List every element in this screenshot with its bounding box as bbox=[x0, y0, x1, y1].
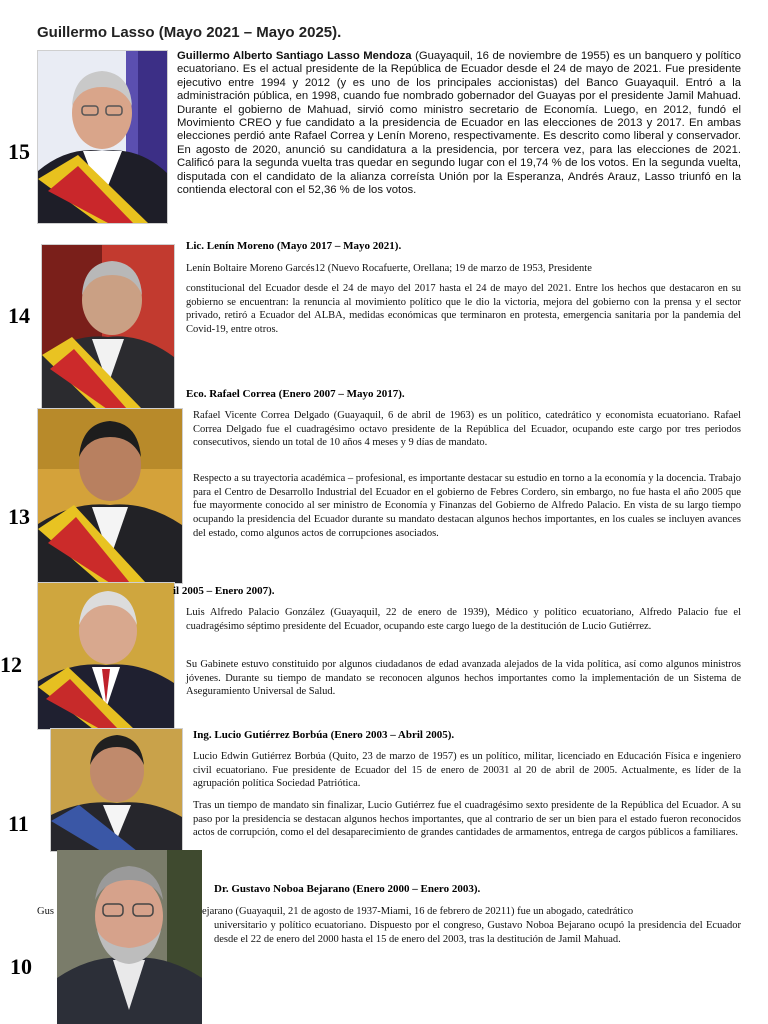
entry-number-11: 11 bbox=[8, 811, 29, 836]
heading-correa: Eco. Rafael Correa (Enero 2007 – Mayo 2017). bbox=[186, 388, 405, 400]
bio-lasso-text: (Guayaquil, 16 de noviembre de 1955) es un banquero y político ecuatoriano. Es el actual presidente de la República de Ecuador desde el 24 de mayo de 2021. Fue presidente ejecutivo entre 1994 y 2012 (y es uno de los principales accionistas) del Banco Guayaquil. Entró a la administración pública, en 1998, cuando fue nombrado gobernador del Guayas por el presidente Jamil Mahuad. Durante el gobierno de Mahuad, sirvió como ministro secretario de Economía. Luego, en 2012, fundó el Movimiento CREO y fue candidato a la presidencia de Ecuador en las elecciones de 2013 y 2017. En ambas elecciones perdió ante Rafael Correa y Lenín Moreno, respectivamente. Es descrito como liberal y conservador. En agosto de 2020, anunció su candidatura a la presidencia, por tercera vez, para las elecciones de 2021. Calificó para la segunda vuelta tras quedar en segundo lugar con el 19,74 % de los votos. En la segunda vuelta, disputada con el candidato de la alianza correísta Unión por la Esperanza, Andrés Arauz, Lasso triunfó en la contienda electoral con el 52,36 % de los votos. bbox=[177, 50, 741, 197]
name-lasso: Guillermo Alberto Santiago Lasso Mendoza bbox=[177, 50, 412, 62]
entry-number-14: 14 bbox=[8, 303, 30, 328]
bio-lasso bbox=[177, 50, 741, 197]
bio-palacio-p1: Luis Alfredo Palacio González (Guayaquil, 22 de enero de 1939), Médico y político ecuatoriano, Alfredo Palacio fue el cuadragésimo séptimo presidente del Ecuador, ocupando este cargo luego de la destitución de Lucio Gutiérrez. bbox=[186, 607, 741, 632]
heading-noboa: Dr. Gustavo Noboa Bejarano (Enero 2000 – Enero 2003). bbox=[214, 883, 481, 895]
bio-noboa-p1-start: ejarano (Guayaquil, 21 de agosto de 1937-Miami, 16 de febrero de 20211) fue un abogado, catedrático bbox=[202, 906, 634, 917]
entry-number-10: 10 bbox=[10, 954, 32, 979]
entry-number-12: 12 bbox=[0, 652, 22, 677]
bio-noboa-p1-rest: universitario y político ecuatoriano. Dispuesto por el congreso, Gustavo Noboa Bejarano ocupó la presidencia del Ecuador desde el 22 de enero del 2000 hasta el 15 de enero del 2003, tras la destitución de Jamil Mahuad. bbox=[214, 920, 741, 945]
bio-noboa-lead: Gus bbox=[37, 906, 54, 917]
bio-correa-p1: Rafael Vicente Correa Delgado (Guayaquil, 6 de abril de 1963) es un político, catedrático y economista ecuatoriano. Rafael Correa Delgado fue el cuadragésimo octavo presidente de la República del Ecuador, ocupando este cargo por tres periodos consecutivos, siendo un total de 10 años 4 meses y 9 días de mandato. bbox=[193, 410, 741, 449]
bio-correa-p2: Respecto a su trayectoria académica – profesional, es importante destacar su estudio en torno a la economía y la docencia. Trabajo para el Centro de Desarrollo Industrial del Ecuador en el gobierno de Febres Cordero, sin embargo, no fue hasta el año 2005 que fue mayormente conocido al ser ministro de Economía y Finanzas del Gobierno de Alfredo Palacio. En vista de su largo tiempo ocupando la presidencia del Ecuador durante su mandato destacan algunos hechos importantes, en los cuales se incluyen avances del estado, como algunos actos de corrupciones asociados. bbox=[193, 473, 741, 539]
heading-palacio: il 2005 – Enero 2007). bbox=[173, 585, 275, 597]
bio-moreno-line1: Lenín Boltaire Moreno Garcés12 (Nuevo Rocafuerte, Orellana; 19 de marzo de 1953, Presidente bbox=[186, 263, 592, 274]
bio-moreno-body: constitucional del Ecuador desde el 24 de mayo del 2017 hasta el 24 de mayo del 2021. Entre los hechos que destacaron en su gobierno se encuentran: la renuncia al movimiento político que le dio la victoria, mejora del gobierno con la prensa y el sector privado, retiró a Ecuador del ALBA, medidas económicas que terminaron en protesta, emergencia sanitaria por la pandemia del Covid-19, entre otros. bbox=[186, 283, 741, 336]
portrait-correa bbox=[37, 408, 183, 584]
portrait-moreno bbox=[41, 244, 175, 410]
entry-number-15: 15 bbox=[8, 139, 30, 164]
bio-gutierrez-p1: Lucio Edwin Gutiérrez Borbúa (Quito, 23 de marzo de 1957) es un político, militar, licenciado en Educación Física e ingeniero civil ecuatoriano. Fue presidente de Ecuador del 15 de enero de 20031 al 20 de abril de 2005. Actualmente, es líder de la agrupación política Sociedad Patriótica. bbox=[193, 751, 741, 790]
heading-gutierrez: Ing. Lucio Gutiérrez Borbúa (Enero 2003 – Abril 2005). bbox=[193, 729, 455, 741]
heading-moreno: Lic. Lenín Moreno (Mayo 2017 – Mayo 2021). bbox=[186, 240, 402, 252]
portrait-lasso bbox=[37, 50, 168, 224]
bio-gutierrez-p2: Tras un tiempo de mandato sin finalizar, Lucio Gutiérrez fue el cuadragésimo sexto presidente de la República del Ecuador. A su paso por la presidencia se destacan algunos hechos importantes, que al contrario de ser un bien para el estado fueron reconocidos actos de corrupción, como el del desaparecimiento de grandes cantidades de armamentos, entrega de cargos públicos a familiares. bbox=[193, 800, 741, 839]
portrait-palacio bbox=[37, 582, 175, 730]
portrait-gutierrez bbox=[50, 728, 183, 852]
page-title: Guillermo Lasso (Mayo 2021 – Mayo 2025). bbox=[37, 24, 342, 41]
bio-palacio-p2: Su Gabinete estuvo constituido por algunos ciudadanos de edad avanzada alejados de la vida política, así como algunos ministros jóvenes. Durante su tiempo de mandato se reconocen algunos hechos importantes como la implementación de un Sistema de Aseguramiento Universal de Salud. bbox=[186, 659, 741, 698]
portrait-noboa bbox=[57, 850, 202, 1024]
entry-number-13: 13 bbox=[8, 504, 30, 529]
